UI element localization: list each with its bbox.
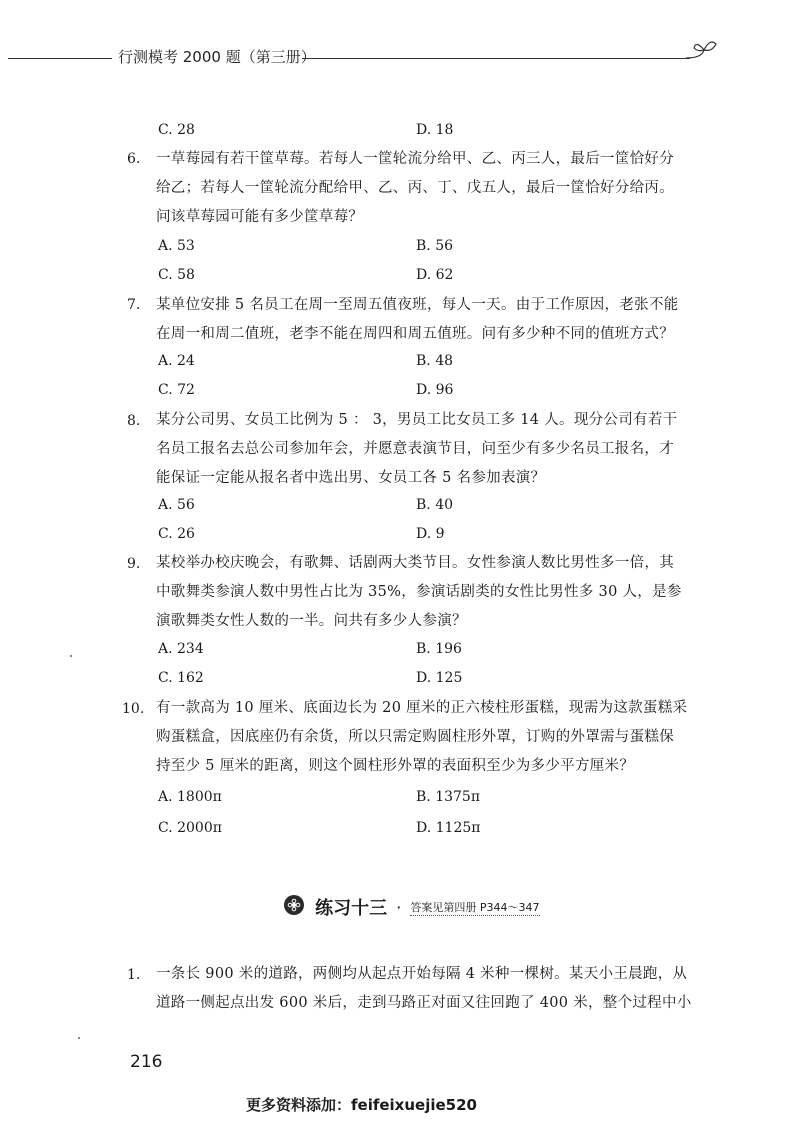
option-a: A. 56 [158,497,195,513]
option-c: C. 58 [158,267,195,283]
question-text [156,960,736,1018]
scan-speck [70,655,72,657]
question-text [156,145,736,232]
question-line: 能保证一定能从报名者中选出男、女员工各 5 名参加表演？ [156,470,546,486]
option-a: A. 1800π [158,789,222,805]
header-title: 行测模考 2000 题（第三册） [118,48,316,66]
flower-badge-icon [284,895,304,915]
option-c: C. 28 [158,122,195,138]
question-line: 某分公司男、女员工比例为 5 ： 3，男员工比女员工多 14 人。现分公司有若干 [156,412,678,428]
option-d: D. 96 [416,382,454,398]
option-d: D. 9 [416,526,445,542]
option-d: D. 62 [416,267,454,283]
question-line: 购蛋糕盒，因底座仍有余货，所以只需定购圆柱形外罩，订购的外罩需与蛋糕保 [156,729,674,745]
running-header [0,44,800,70]
section-separator: · [396,897,402,917]
page-number: 216 [130,1052,163,1072]
sprout-icon [684,36,720,66]
option-b: B. 1375π [416,789,481,805]
question-line: 某单位安排 5 名员工在周一至周五值夜班，每人一天。由于工作原因，老张不能 [156,297,679,313]
question-line: 演歌舞类女性人数的一半。问共有多少人参演？ [156,613,467,629]
footer-note: 更多资料添加：feifeixuejie520 [246,1096,477,1114]
question-number: 9. [127,556,141,572]
question-line: 一条长 900 米的道路，两侧均从起点开始每隔 4 米种一棵树。某天小王晨跑，从 [156,966,688,982]
header-rule-right [302,58,690,59]
question-line: 道路一侧起点出发 600 米后，走到马路正对面又往回跑了 400 米，整个过程中小 [156,995,692,1011]
option-c: C. 2000π [158,820,222,836]
option-a: A. 234 [158,641,204,657]
question-number: 6. [127,151,141,167]
question-text [156,694,736,781]
question-text [156,549,736,636]
question-line: 持至少 5 厘米的距离，则这个圆柱形外罩的表面积至少为多少平方厘米？ [156,758,635,774]
question-line: 某校举办校庆晚会，有歌舞、话剧两大类节目。女性参演人数比男性多一倍，其 [156,555,674,571]
option-d: D. 125 [416,670,463,686]
question-text [156,291,736,349]
option-b: B. 56 [416,238,454,254]
question-line: 在周一和周二值班，老李不能在周四和周五值班。问有多少种不同的值班方式？ [156,326,674,342]
option-a: A. 24 [158,353,195,369]
section-heading [284,894,540,924]
question-line: 中歌舞类参演人数中男性占比为 35%，参演话剧类的女性比男性多 30 人，是参 [156,584,682,600]
question-number: 8. [127,413,141,429]
question-line: 给乙；若每人一筐轮流分配给甲、乙、丙、丁、戊五人，最后一筐恰好分给丙。 [156,180,674,196]
question-number: 1. [127,967,141,983]
header-rule-left [8,58,112,59]
question-line: 有一款高为 10 厘米、底面边长为 20 厘米的正六棱柱形蛋糕，现需为这款蛋糕采 [156,700,688,716]
question-text [156,406,736,493]
option-c: C. 72 [158,382,195,398]
section-title: 练习十三 [315,898,388,919]
option-c: C. 26 [158,526,195,542]
option-b: B. 196 [416,641,462,657]
option-d: D. 18 [416,122,454,138]
question-line: 一草莓园有若干筐草莓。若每人一筐轮流分给甲、乙、丙三人，最后一筐恰好分 [156,151,674,167]
option-c: C. 162 [158,670,204,686]
answer-reference: 答案见第四册 P344～347 [410,901,540,914]
question-number: 10. [122,701,145,717]
option-b: B. 40 [416,497,454,513]
question-line: 名员工报名去总公司参加年会，并愿意表演节目，问至少有多少名员工报名，才 [156,441,674,457]
question-line: 问该草莓园可能有多少筐草莓？ [156,209,364,225]
option-b: B. 48 [416,353,454,369]
option-d: D. 1125π [416,820,481,836]
scan-speck [78,1037,80,1039]
question-number: 7. [127,297,141,313]
option-a: A. 53 [158,238,195,254]
